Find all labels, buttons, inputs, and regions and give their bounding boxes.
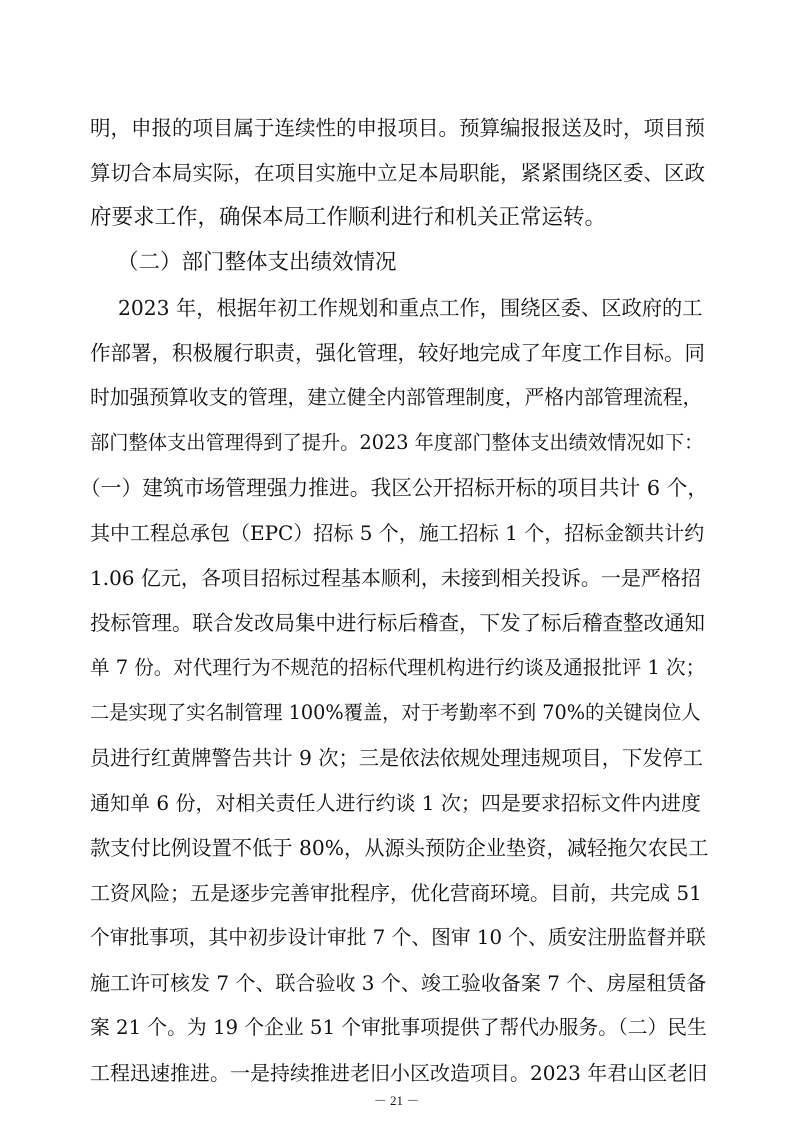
paragraph-line: 通知单 6 份，对相关责任人进行约谈 1 次；四是要求招标文件内进度: [90, 791, 701, 815]
paragraph-line: 款支付比例设置不低于 80%，从源头预防企业垫资，减轻拖欠农民工: [90, 836, 709, 860]
paragraph-line: （一）建筑市场管理强力推进。我区公开招标开标的项目共计 6 个，: [80, 476, 709, 500]
paragraph-line: 时加强预算收支的管理，建立健全内部管理制度，严格内部管理流程，: [90, 386, 703, 409]
paragraph-line: 1.06 亿元，各项目招标过程基本顺利，未接到相关投诉。一是严格招: [90, 566, 701, 590]
paragraph-line: 算切合本局实际，在项目实施中立足本局职能，紧紧围绕区委、区政: [90, 161, 705, 185]
paragraph-line: 员进行红黄牌警告共计 9 次；三是依法依规处理违规项目，下发停工: [90, 746, 704, 770]
paragraph-line: 部门整体支出管理得到了提升。2023 年度部门整体支出绩效情况如下：: [90, 431, 704, 454]
paragraph-line: 其中工程总承包（EPC）招标 5 个，施工招标 1 个，招标金额共计约: [90, 521, 705, 545]
paragraph-line: 2023 年，根据年初工作规划和重点工作，围绕区委、区政府的工: [118, 296, 703, 320]
paragraph-line: 明，申报的项目属于连续性的申报项目。预算编报报送及时，项目预: [90, 116, 705, 140]
page-number: － 21 －: [373, 1093, 420, 1108]
paragraph-line: 单 7 份。对代理行为不规范的招标代理机构进行约谈及通报批评 1 次；: [90, 656, 706, 679]
paragraph-line: 施工许可核发 7 个、联合验收 3 个、竣工验收备案 7 个、房屋租赁备: [90, 971, 707, 995]
paragraph-line: 个审批事项，其中初步设计审批 7 个、图审 10 个、质安注册监督并联: [90, 926, 706, 949]
paragraph-line: 二是实现了实名制管理 100%覆盖，对于考勤率不到 70%的关键岗位人: [90, 701, 701, 724]
paragraph-line: 投标管理。联合发改局集中进行标后稽查，下发了标后稽查整改通知: [90, 611, 705, 635]
paragraph-line: 案 21 个。为 19 个企业 51 个审批事项提供了帮代办服务。（二）民生: [90, 1016, 707, 1039]
paragraph-line: 府要求工作，确保本局工作顺利进行和机关正常运转。: [90, 205, 607, 230]
section-heading: （二）部门整体支出绩效情况: [117, 250, 397, 275]
paragraph-line: 作部署，积极履行职责，强化管理，较好地完成了年度工作目标。同: [90, 341, 705, 365]
paragraph-line: 工程迅速推进。一是持续推进老旧小区改造项目。2023 年君山区老旧: [90, 1061, 708, 1085]
paragraph-line: 工资风险；五是逐步完善审批程序，优化营商环境。目前，共完成 51: [90, 881, 702, 905]
